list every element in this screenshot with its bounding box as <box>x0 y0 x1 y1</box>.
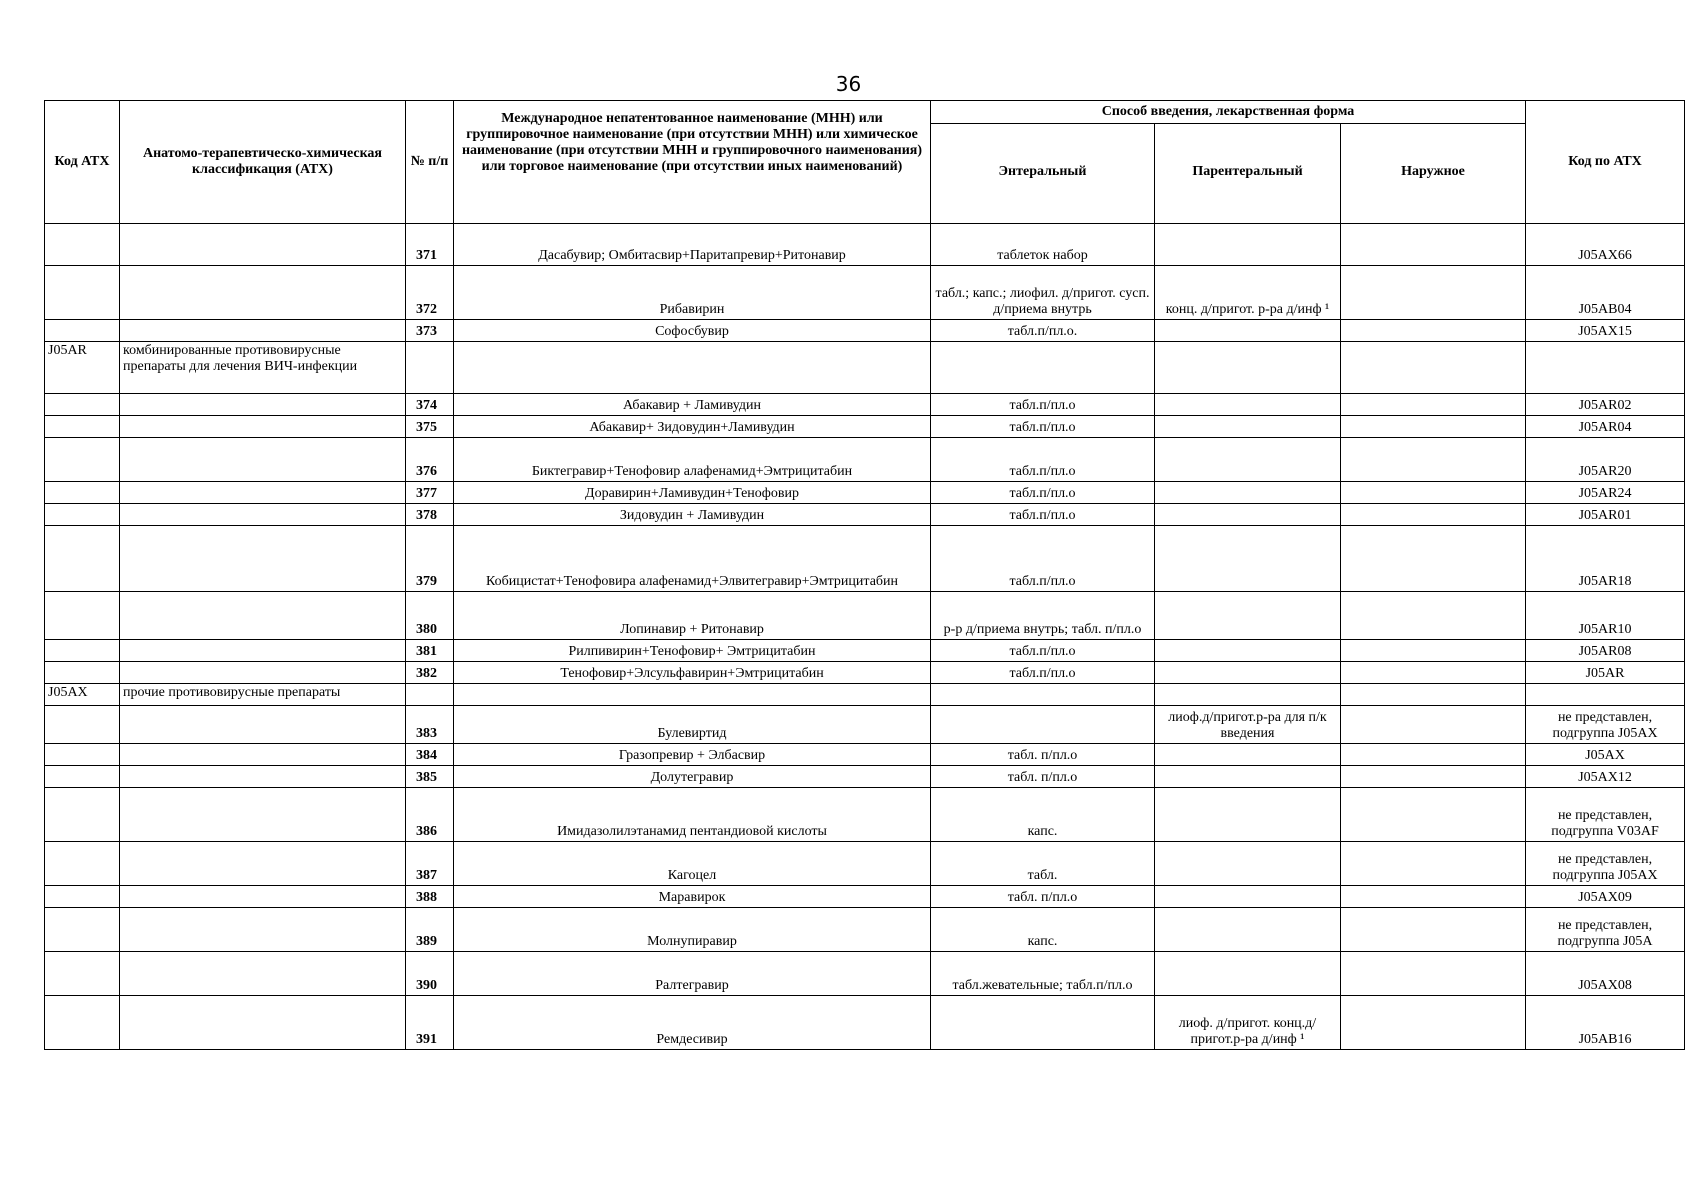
cell-parenteral <box>1155 438 1341 482</box>
cell-external <box>1341 662 1526 684</box>
cell-code: J05AX <box>45 684 120 706</box>
cell-atc: J05AX <box>1526 744 1685 766</box>
cell-external <box>1341 320 1526 342</box>
cell-name: Рилпивирин+Тенофовир+ Эмтрицитабин <box>454 640 931 662</box>
cell-external <box>1341 766 1526 788</box>
cell-external <box>1341 640 1526 662</box>
table-row <box>45 952 1685 996</box>
cell-code <box>45 438 120 482</box>
cell-enteral: табл.; капс.; лиофил. д/пригот. сусп. д/приема внутрь <box>931 266 1155 320</box>
cell-class <box>120 908 406 952</box>
cell-class <box>120 224 406 266</box>
cell-enteral: табл. п/пл.о <box>931 766 1155 788</box>
cell-parenteral <box>1155 886 1341 908</box>
cell-enteral: капс. <box>931 908 1155 952</box>
cell-parenteral <box>1155 504 1341 526</box>
cell-atc: не представлен, подгруппа V03AF <box>1526 788 1685 842</box>
cell-external <box>1341 342 1526 394</box>
table-row <box>45 886 1685 908</box>
cell-name: Тенофовир+Элсульфавирин+Эмтрицитабин <box>454 662 931 684</box>
cell-class <box>120 320 406 342</box>
cell-number: 385 <box>406 766 454 788</box>
header-number: № п/п <box>406 101 454 224</box>
cell-enteral: табл.п/пл.о <box>931 662 1155 684</box>
cell-enteral <box>931 996 1155 1050</box>
cell-code <box>45 996 120 1050</box>
cell-code <box>45 266 120 320</box>
cell-number: 379 <box>406 526 454 592</box>
cell-atc: не представлен, подгруппа J05A <box>1526 908 1685 952</box>
table-row <box>45 224 1685 266</box>
cell-external <box>1341 504 1526 526</box>
header-external: Наружное <box>1341 124 1526 224</box>
cell-code <box>45 394 120 416</box>
cell-number: 390 <box>406 952 454 996</box>
cell-parenteral: лиоф.д/пригот.р-ра для п/к введения <box>1155 706 1341 744</box>
cell-name: Софосбувир <box>454 320 931 342</box>
cell-parenteral <box>1155 766 1341 788</box>
cell-class <box>120 266 406 320</box>
cell-name: Ремдесивир <box>454 996 931 1050</box>
header-enteral: Энтеральный <box>931 124 1155 224</box>
cell-class <box>120 640 406 662</box>
cell-parenteral <box>1155 224 1341 266</box>
cell-enteral: табл.п/пл.о <box>931 640 1155 662</box>
cell-class <box>120 766 406 788</box>
cell-name: Зидовудин + Ламивудин <box>454 504 931 526</box>
cell-parenteral <box>1155 662 1341 684</box>
cell-enteral: табл. п/пл.о <box>931 744 1155 766</box>
cell-external <box>1341 394 1526 416</box>
cell-parenteral <box>1155 952 1341 996</box>
cell-number: 381 <box>406 640 454 662</box>
cell-atc: J05AR01 <box>1526 504 1685 526</box>
cell-code <box>45 788 120 842</box>
cell-class <box>120 744 406 766</box>
cell-atc: J05AR04 <box>1526 416 1685 438</box>
cell-parenteral: лиоф. д/пригот. конц.д/пригот.р-ра д/инф ¹ <box>1155 996 1341 1050</box>
table-row <box>45 504 1685 526</box>
cell-atc: J05AR18 <box>1526 526 1685 592</box>
cell-enteral: табл.п/пл.о <box>931 526 1155 592</box>
cell-class <box>120 662 406 684</box>
cell-code <box>45 640 120 662</box>
cell-external <box>1341 438 1526 482</box>
cell-name: Кагоцел <box>454 842 931 886</box>
cell-name: Молнупиравир <box>454 908 931 952</box>
cell-parenteral <box>1155 394 1341 416</box>
cell-parenteral <box>1155 908 1341 952</box>
cell-code <box>45 886 120 908</box>
cell-atc: J05AX66 <box>1526 224 1685 266</box>
cell-name: Маравирок <box>454 886 931 908</box>
cell-enteral: табл.п/пл.о <box>931 504 1155 526</box>
cell-external <box>1341 996 1526 1050</box>
cell-name: Имидазолилэтанамид пентандиовой кислоты <box>454 788 931 842</box>
cell-class <box>120 438 406 482</box>
table-row <box>45 526 1685 592</box>
header-parenteral: Парентеральный <box>1155 124 1341 224</box>
table-row <box>45 266 1685 320</box>
cell-enteral: табл.п/пл.о <box>931 438 1155 482</box>
cell-number: 376 <box>406 438 454 482</box>
table-row <box>45 706 1685 744</box>
cell-code <box>45 706 120 744</box>
cell-number: 378 <box>406 504 454 526</box>
cell-name: Гразопревир + Элбасвир <box>454 744 931 766</box>
table-row <box>45 684 1685 706</box>
cell-external <box>1341 224 1526 266</box>
cell-class <box>120 886 406 908</box>
cell-atc: J05AB04 <box>1526 266 1685 320</box>
cell-external <box>1341 744 1526 766</box>
cell-code <box>45 526 120 592</box>
cell-atc <box>1526 342 1685 394</box>
cell-class <box>120 592 406 640</box>
cell-name: Дасабувир; Омбитасвир+Паритапревир+Ритонавир <box>454 224 931 266</box>
table-row <box>45 662 1685 684</box>
cell-code <box>45 320 120 342</box>
cell-name: Ралтегравир <box>454 952 931 996</box>
cell-atc: J05AR20 <box>1526 438 1685 482</box>
cell-enteral <box>931 684 1155 706</box>
cell-number: 388 <box>406 886 454 908</box>
cell-enteral: табл.п/пл.о <box>931 482 1155 504</box>
cell-number: 373 <box>406 320 454 342</box>
cell-external <box>1341 592 1526 640</box>
cell-parenteral <box>1155 744 1341 766</box>
cell-atc: не представлен, подгруппа J05AX <box>1526 706 1685 744</box>
cell-parenteral <box>1155 592 1341 640</box>
cell-code <box>45 504 120 526</box>
table-row <box>45 416 1685 438</box>
cell-class <box>120 996 406 1050</box>
cell-parenteral <box>1155 684 1341 706</box>
cell-atc: J05AR02 <box>1526 394 1685 416</box>
table-row <box>45 744 1685 766</box>
table-row <box>45 592 1685 640</box>
cell-external <box>1341 416 1526 438</box>
cell-atc: J05AX09 <box>1526 886 1685 908</box>
cell-class <box>120 526 406 592</box>
cell-parenteral <box>1155 342 1341 394</box>
cell-number: 383 <box>406 706 454 744</box>
table-row <box>45 394 1685 416</box>
header-atx-code: Код АТХ <box>45 101 120 224</box>
table-row <box>45 766 1685 788</box>
cell-parenteral <box>1155 640 1341 662</box>
cell-code <box>45 592 120 640</box>
cell-external <box>1341 886 1526 908</box>
table-body <box>45 224 1685 1050</box>
cell-number: 387 <box>406 842 454 886</box>
table-row <box>45 482 1685 504</box>
cell-number: 372 <box>406 266 454 320</box>
cell-atc: J05AB16 <box>1526 996 1685 1050</box>
header-atc-code: Код по АТХ <box>1526 101 1685 224</box>
cell-name: Булевиртид <box>454 706 931 744</box>
cell-number: 375 <box>406 416 454 438</box>
cell-code <box>45 908 120 952</box>
cell-code <box>45 224 120 266</box>
cell-number: 380 <box>406 592 454 640</box>
cell-atc <box>1526 684 1685 706</box>
header-classification: Анатомо-терапевтическо-химическая классификация (АТХ) <box>120 101 406 224</box>
cell-number: 382 <box>406 662 454 684</box>
table-row <box>45 908 1685 952</box>
cell-code <box>45 416 120 438</box>
table-row <box>45 640 1685 662</box>
cell-class <box>120 788 406 842</box>
table-row <box>45 788 1685 842</box>
cell-code <box>45 662 120 684</box>
table-row <box>45 842 1685 886</box>
cell-number: 389 <box>406 908 454 952</box>
cell-number: 391 <box>406 996 454 1050</box>
cell-atc: J05AX08 <box>1526 952 1685 996</box>
cell-atc: J05AR08 <box>1526 640 1685 662</box>
cell-atc: J05AR <box>1526 662 1685 684</box>
cell-number <box>406 684 454 706</box>
cell-parenteral <box>1155 320 1341 342</box>
cell-name: Биктегравир+Тенофовир алафенамид+Эмтрицитабин <box>454 438 931 482</box>
table-row <box>45 320 1685 342</box>
cell-external <box>1341 684 1526 706</box>
cell-parenteral <box>1155 526 1341 592</box>
cell-enteral: таблеток набор <box>931 224 1155 266</box>
cell-name: Доравирин+Ламивудин+Тенофовир <box>454 482 931 504</box>
cell-external <box>1341 266 1526 320</box>
cell-name: Кобицистат+Тенофовира алафенамид+Элвитегравир+Эмтрицитабин <box>454 526 931 592</box>
cell-class <box>120 416 406 438</box>
cell-class <box>120 842 406 886</box>
cell-external <box>1341 706 1526 744</box>
cell-enteral: р-р д/приема внутрь; табл. п/пл.о <box>931 592 1155 640</box>
drug-table <box>44 100 1685 1050</box>
cell-enteral: табл.п/пл.о. <box>931 320 1155 342</box>
cell-class <box>120 394 406 416</box>
header-name: Международное непатентованное наименование (МНН) или группировочное наименование (при отсутствии МНН) или химическое наименование (при отсутствии МНН и группировочного наименования) или торговое наименование (при отсутствии иных наименований) <box>454 101 931 224</box>
cell-number: 377 <box>406 482 454 504</box>
cell-enteral: табл.жевательные; табл.п/пл.о <box>931 952 1155 996</box>
cell-number: 374 <box>406 394 454 416</box>
cell-enteral: капс. <box>931 788 1155 842</box>
cell-name <box>454 342 931 394</box>
cell-atc: J05AX12 <box>1526 766 1685 788</box>
cell-external <box>1341 842 1526 886</box>
cell-external <box>1341 908 1526 952</box>
cell-parenteral <box>1155 482 1341 504</box>
cell-class <box>120 504 406 526</box>
cell-external <box>1341 952 1526 996</box>
cell-class <box>120 706 406 744</box>
cell-enteral: табл. <box>931 842 1155 886</box>
cell-name: Долутегравир <box>454 766 931 788</box>
cell-name <box>454 684 931 706</box>
page-number: 36 <box>835 72 862 96</box>
cell-atc: не представлен, подгруппа J05AX <box>1526 842 1685 886</box>
cell-name: Рибавирин <box>454 266 931 320</box>
cell-class: комбинированные противовирусные препараты для лечения ВИЧ-инфекции <box>120 342 406 394</box>
cell-enteral: табл.п/пл.о <box>931 416 1155 438</box>
cell-code <box>45 482 120 504</box>
cell-parenteral <box>1155 788 1341 842</box>
cell-external <box>1341 482 1526 504</box>
cell-enteral: табл. п/пл.о <box>931 886 1155 908</box>
table-row <box>45 342 1685 394</box>
cell-enteral <box>931 342 1155 394</box>
cell-class <box>120 952 406 996</box>
cell-name: Лопинавир + Ритонавир <box>454 592 931 640</box>
cell-external <box>1341 526 1526 592</box>
cell-code <box>45 744 120 766</box>
cell-name: Абакавир + Ламивудин <box>454 394 931 416</box>
cell-code: J05AR <box>45 342 120 394</box>
cell-atc: J05AR10 <box>1526 592 1685 640</box>
cell-parenteral <box>1155 416 1341 438</box>
cell-code <box>45 842 120 886</box>
table-row <box>45 438 1685 482</box>
cell-parenteral: конц. д/пригот. р-ра д/инф ¹ <box>1155 266 1341 320</box>
cell-name: Абакавир+ Зидовудин+Ламивудин <box>454 416 931 438</box>
cell-number: 386 <box>406 788 454 842</box>
cell-number: 384 <box>406 744 454 766</box>
cell-enteral <box>931 706 1155 744</box>
cell-code <box>45 952 120 996</box>
table-row <box>45 996 1685 1050</box>
cell-code <box>45 766 120 788</box>
cell-number <box>406 342 454 394</box>
cell-number: 371 <box>406 224 454 266</box>
cell-enteral: табл.п/пл.о <box>931 394 1155 416</box>
header-method: Способ введения, лекарственная форма <box>931 101 1526 124</box>
cell-external <box>1341 788 1526 842</box>
cell-atc: J05AR24 <box>1526 482 1685 504</box>
cell-atc: J05AX15 <box>1526 320 1685 342</box>
cell-parenteral <box>1155 842 1341 886</box>
cell-class <box>120 482 406 504</box>
cell-class: прочие противовирусные препараты <box>120 684 406 706</box>
